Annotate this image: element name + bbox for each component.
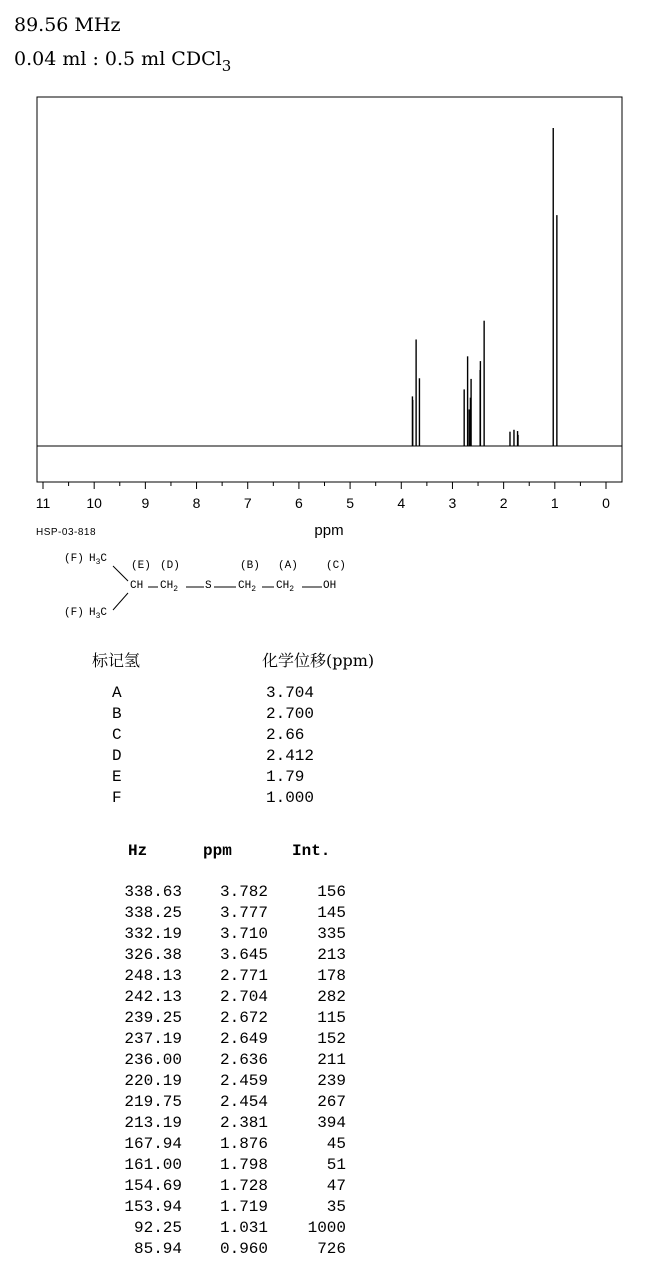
x-tick-label: 9	[141, 495, 150, 511]
peak-hz: 326.38	[124, 946, 182, 964]
sample-text: 0.04 ml : 0.5 ml CDCl	[14, 48, 222, 70]
assignment-shift: 1.000	[266, 789, 315, 807]
peak-intensity: 267	[317, 1093, 346, 1111]
assignment-shift: 2.700	[266, 705, 315, 723]
assignment-shift: 1.79	[266, 768, 305, 786]
assignment-shift: 2.412	[266, 747, 315, 765]
spectrometer-frequency: 89.56 MHz	[14, 14, 121, 36]
peak-ppm: 2.636	[219, 1051, 268, 1069]
peak-intensity: 1000	[307, 1219, 346, 1237]
peak-row	[0, 1219, 360, 1240]
peak-row	[0, 1156, 360, 1177]
peak-hz: 161.00	[124, 1156, 182, 1174]
methyl-lower-h: H	[89, 607, 96, 619]
methyl-upper-sub: 3	[95, 558, 101, 568]
assignment-shift: 2.66	[266, 726, 305, 744]
tag-a: (A)	[278, 560, 298, 572]
group-ch2-a	[276, 580, 294, 594]
peak-intensity: 726	[317, 1240, 346, 1258]
peak-ppm: 2.649	[219, 1030, 268, 1048]
assignment-label: C	[112, 726, 122, 744]
peak-intensity: 335	[317, 925, 346, 943]
x-tick-label: 0	[602, 495, 610, 511]
peak-intensity: 35	[326, 1198, 346, 1216]
peak-hz: 213.19	[124, 1114, 182, 1132]
peak-intensity: 178	[317, 967, 346, 985]
peak-ppm: 1.031	[219, 1219, 268, 1237]
peak-hz: 239.25	[124, 1009, 182, 1027]
bond-lower-methyl	[113, 593, 128, 610]
x-axis-label: ppm	[314, 522, 344, 539]
x-tick-label: 11	[35, 495, 51, 511]
peak-row	[0, 946, 360, 967]
tag-b: (B)	[240, 560, 260, 572]
peak-ppm: 1.876	[219, 1135, 268, 1153]
methyl-upper-h: H	[89, 553, 96, 565]
peak-ppm: 2.704	[219, 988, 268, 1006]
peak-row	[0, 1009, 360, 1030]
tag-c: (C)	[326, 560, 346, 572]
peak-ppm: 2.381	[219, 1114, 268, 1132]
peak-hz: 332.19	[124, 925, 182, 943]
peak-hz: 153.94	[124, 1198, 182, 1216]
x-tick-label: 4	[397, 495, 406, 511]
peak-row	[0, 1240, 360, 1261]
peak-ppm: 1.728	[219, 1177, 268, 1195]
peak-row	[0, 988, 360, 1009]
group-ch2-b	[238, 580, 256, 594]
peak-intensity: 239	[317, 1072, 346, 1090]
tag-e: (E)	[131, 560, 151, 572]
peak-row	[0, 925, 360, 946]
peak-intensity: 394	[317, 1114, 346, 1132]
group-oh: OH	[323, 580, 337, 592]
assignment-label: A	[112, 684, 122, 702]
assignment-label: D	[112, 747, 122, 765]
peak-header-int: Int.	[292, 842, 331, 860]
group-s: S	[205, 580, 212, 592]
peak-intensity: 156	[317, 883, 346, 901]
peak-header-hz: Hz	[128, 842, 148, 860]
methyl-lower-c: C	[100, 607, 108, 619]
peak-hz: 248.13	[124, 967, 182, 985]
peak-intensity: 282	[317, 988, 346, 1006]
peak-ppm: 3.710	[219, 925, 268, 943]
peak-header-ppm: ppm	[203, 842, 232, 860]
group-ch2-d	[160, 580, 178, 594]
peak-ppm: 3.777	[219, 904, 268, 922]
assignment-label: F	[112, 789, 122, 807]
sample-subscript: 3	[221, 57, 232, 75]
x-tick-label: 2	[499, 495, 508, 511]
tag-d: (D)	[160, 560, 180, 572]
peak-ppm: 3.645	[219, 946, 268, 964]
peak-hz: 338.25	[124, 904, 182, 922]
peak-ppm: 1.798	[219, 1156, 268, 1174]
assignment-shift-header: 化学位移(ppm)	[262, 651, 375, 670]
peak-ppm: 3.782	[219, 883, 268, 901]
peak-row	[0, 904, 360, 925]
peak-hz: 167.94	[124, 1135, 182, 1153]
peak-intensity: 45	[326, 1135, 346, 1153]
peak-intensity: 115	[317, 1009, 346, 1027]
methyl-upper-c: C	[100, 553, 108, 565]
x-tick-label: 3	[448, 495, 457, 511]
peak-row	[0, 967, 360, 988]
peak-row	[0, 1093, 360, 1114]
peak-hz: 92.25	[133, 1219, 182, 1237]
peak-hz: 85.94	[133, 1240, 182, 1258]
tag-f-lower: (F)	[64, 607, 84, 619]
x-tick-label: 5	[346, 495, 354, 511]
tag-f-upper: (F)	[64, 553, 84, 565]
peak-hz: 219.75	[124, 1093, 182, 1111]
peak-hz: 236.00	[124, 1051, 182, 1069]
peak-intensity: 145	[317, 904, 346, 922]
peak-intensity: 47	[326, 1177, 346, 1195]
x-tick-label: 1	[550, 495, 559, 511]
peak-hz: 154.69	[124, 1177, 182, 1195]
peak-hz: 237.19	[124, 1030, 182, 1048]
assignment-shift: 3.704	[266, 684, 315, 702]
x-tick-label: 10	[86, 495, 102, 511]
peak-intensity: 213	[317, 946, 346, 964]
peak-ppm: 2.771	[219, 967, 268, 985]
peak-hz: 242.13	[124, 988, 182, 1006]
peak-ppm: 2.459	[219, 1072, 268, 1090]
methyl-lower	[89, 607, 107, 621]
spectrum-code: HSP-03-818	[36, 527, 97, 538]
x-tick-label: 6	[295, 495, 303, 511]
peak-row	[0, 1030, 360, 1051]
group-ch2-d-text: CH	[160, 580, 174, 592]
peak-row	[0, 1114, 360, 1135]
peak-hz: 220.19	[124, 1072, 182, 1090]
peak-ppm: 0.960	[219, 1240, 268, 1258]
x-tick-label: 7	[243, 495, 252, 511]
group-ch2-d-sub: 2	[173, 585, 179, 595]
peak-intensity: 51	[326, 1156, 346, 1174]
peak-hz: 338.63	[124, 883, 182, 901]
group-ch2-b-sub: 2	[251, 585, 257, 595]
x-tick-label: 8	[192, 495, 201, 511]
methyl-upper	[89, 553, 107, 567]
peak-row	[0, 1072, 360, 1093]
peak-intensity: 152	[317, 1030, 346, 1048]
assignment-label-header: 标记氢	[92, 651, 141, 670]
peak-ppm: 2.454	[219, 1093, 268, 1111]
assignment-label: B	[112, 705, 122, 723]
group-ch2-a-text: CH	[276, 580, 290, 592]
group-ch2-a-sub: 2	[289, 585, 295, 595]
peak-row	[0, 1135, 360, 1156]
peak-row	[0, 1198, 360, 1219]
peak-intensity: 211	[317, 1051, 346, 1069]
group-ch2-b-text: CH	[238, 580, 252, 592]
peak-ppm: 2.672	[219, 1009, 268, 1027]
peak-row	[0, 883, 360, 904]
peak-row	[0, 1051, 360, 1072]
methyl-lower-sub: 3	[95, 612, 101, 622]
bond-upper-methyl	[113, 566, 128, 581]
group-ch: CH	[130, 580, 144, 592]
assignment-label: E	[112, 768, 122, 786]
peak-row	[0, 1177, 360, 1198]
peak-ppm: 1.719	[219, 1198, 268, 1216]
